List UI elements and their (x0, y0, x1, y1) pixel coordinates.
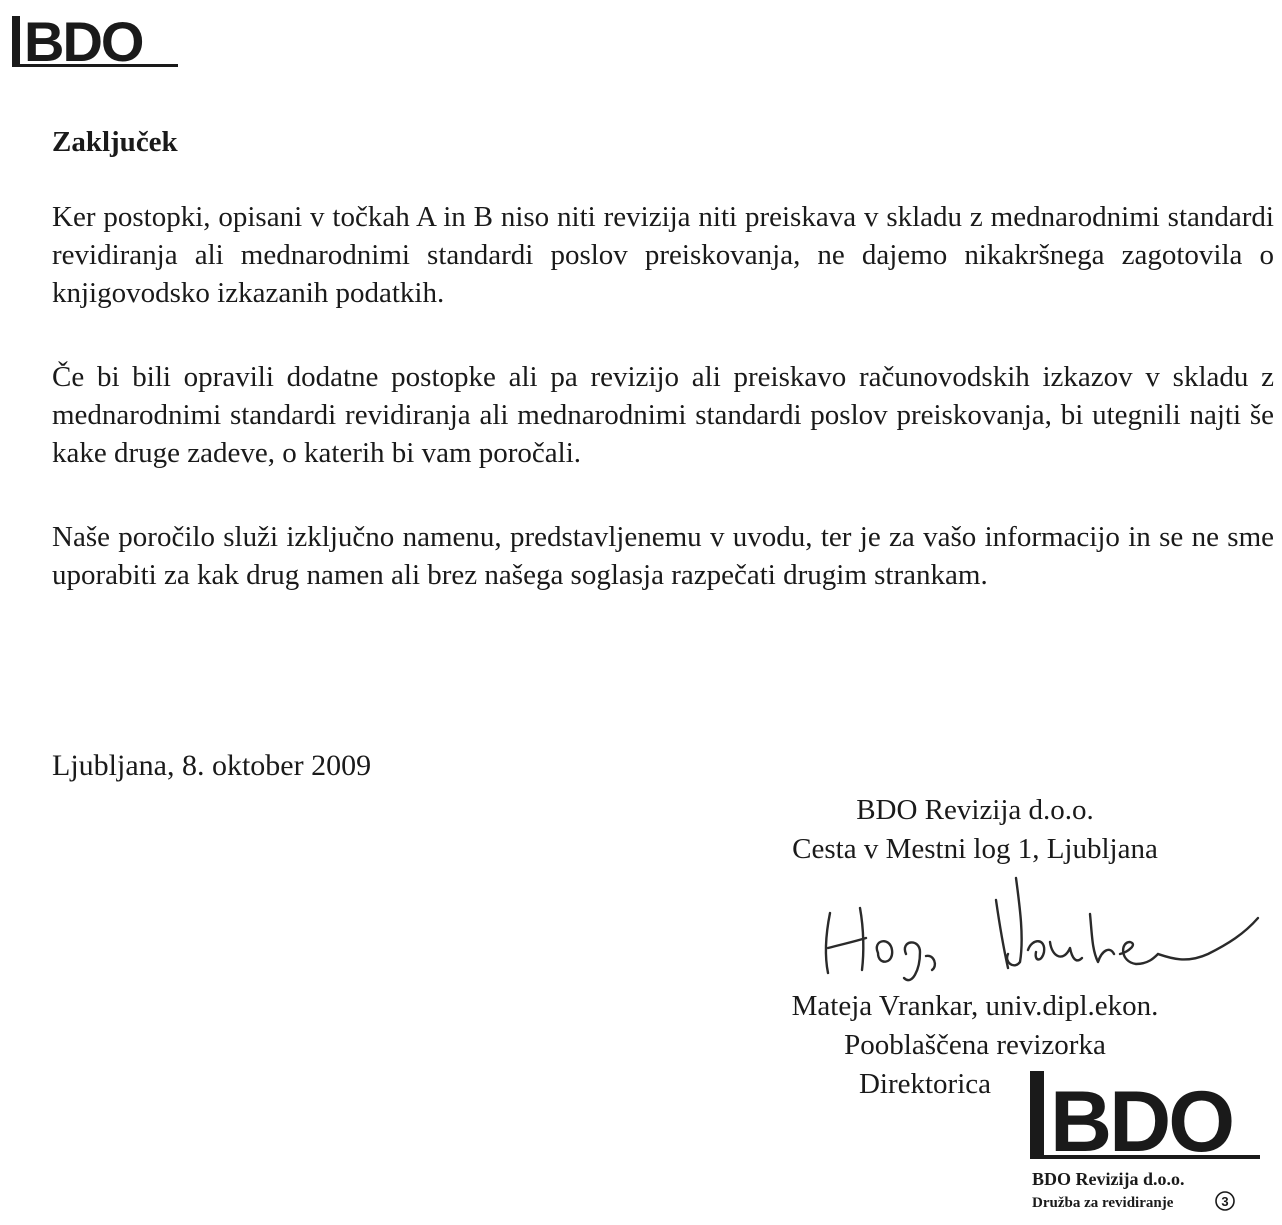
stamp-subtitle: Družba za revidiranje (1032, 1195, 1174, 1211)
signer-name: Mateja Vrankar, univ.dipl.ekon. (791, 990, 1159, 1022)
signer-position: Direktorica (858, 1068, 992, 1100)
handwritten-signature (808, 858, 1268, 998)
paragraph-1: Ker postopki, opisani v točkah A in B niso niti revizija niti preiskava v skladu z mednarodnimi standardi revidiranja ali mednarodnimi standardi poslov preiskovanja, ne dajemo nikakršnega zagotovila o knjigovodsko izkazanih podatkih. (52, 201, 1274, 309)
bdo-logo (2, 2, 184, 70)
signer-role: Pooblaščena revizorka (844, 1029, 1106, 1061)
place-date: Ljubljana, 8. oktober 2009 (52, 749, 372, 782)
stamp-number: 3 (1221, 1194, 1229, 1209)
company-stamp (1000, 1065, 1270, 1220)
company-address: Cesta v Mestni log 1, Ljubljana (792, 833, 1158, 865)
section-heading: Zaključek (52, 126, 178, 158)
paragraph-3: Naše poročilo služi izključno namenu, predstavljenemu v uvodu, ter je za vašo informacijo in se ne sme uporabiti za kak drug namen ali brez našega soglasja razpečati drugim strankam. (52, 521, 1274, 591)
stamp-company: BDO Revizija d.o.o. (1032, 1169, 1185, 1189)
bdo-logo-text: BDO (24, 10, 143, 70)
paragraph-2: Če bi bili opravili dodatne postopke ali pa revizijo ali preiskavo računovodskih izkazov v skladu z mednarodnimi standardi revidiranja ali mednarodnimi standardi poslov preiskovanja, bi utegnili najti še kake druge zadeve, o katerih bi vam poročali. (52, 361, 1274, 469)
company-name: BDO Revizija d.o.o. (856, 794, 1094, 826)
stamp-logo-text: BDO (1050, 1074, 1233, 1170)
